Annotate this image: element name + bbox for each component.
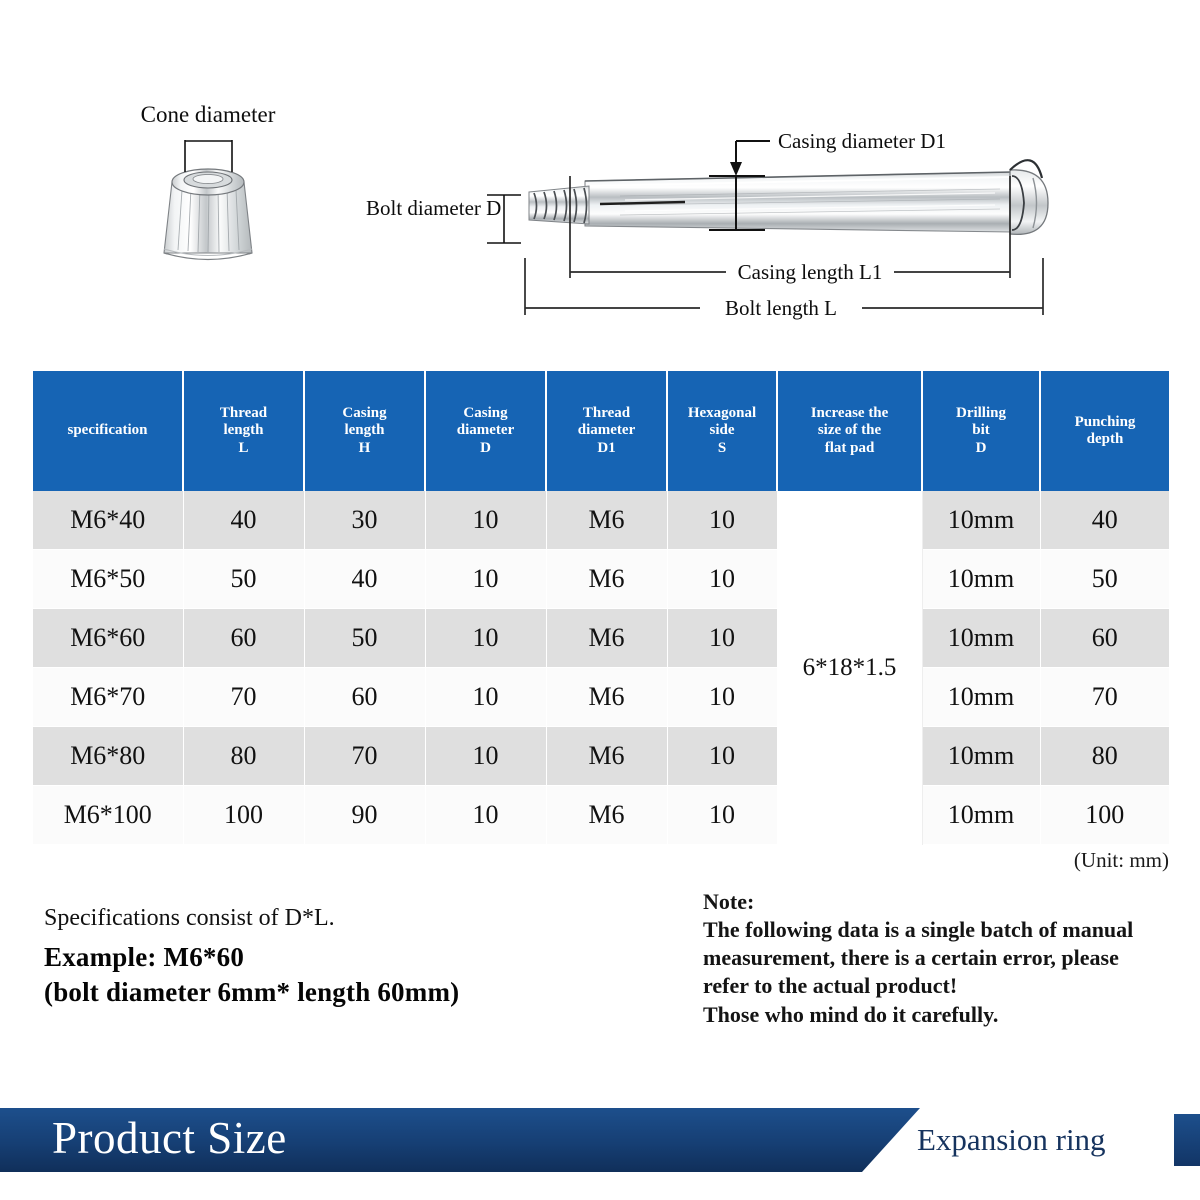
cell-thread-diameter: M6 [546,727,667,786]
cell-thread-length: 100 [183,786,304,845]
note-line-2: measurement, there is a certain error, please [703,945,1119,971]
bolt-diameter-label: Bolt diameter D [366,196,502,220]
banner-right-label: Expansion ring [917,1122,1106,1157]
table-row [33,727,1169,786]
cell-specification: M6*60 [33,609,183,668]
col-header-specification: specification [33,371,183,491]
bottom-banner [0,1108,1200,1172]
col-header-thread-diameter: Thread diameter D1 [546,371,667,491]
col-header-hexagonal-side: Hexagonal side S [667,371,777,491]
table-row [33,668,1169,727]
cell-hexagonal-side: 10 [667,668,777,727]
cell-hexagonal-side: 10 [667,727,777,786]
specifications-consist-text: Specifications consist of D*L. [44,905,335,931]
cell-hexagonal-side: 10 [667,609,777,668]
cell-hexagonal-side: 10 [667,550,777,609]
cell-drilling-bit: 10mm [922,786,1040,845]
note-line-3: refer to the actual product! [703,973,958,999]
cell-thread-length: 50 [183,550,304,609]
col-header-thread-length: Thread length L [183,371,304,491]
table-body [33,491,1169,845]
cell-casing-length: 30 [304,491,425,550]
casing-diameter-label: Casing diameter D1 [778,129,946,153]
cell-thread-diameter: M6 [546,491,667,550]
banner-title: Product Size [52,1113,287,1163]
cell-punching-depth: 70 [1040,668,1169,727]
cell-thread-length: 80 [183,727,304,786]
note-title: Note: [703,889,755,914]
cell-drilling-bit: 10mm [922,609,1040,668]
col-header-casing-diameter: Casing diameter D [425,371,546,491]
cell-casing-diameter: 10 [425,786,546,845]
cell-drilling-bit: 10mm [922,491,1040,550]
cell-specification: M6*70 [33,668,183,727]
cell-punching-depth: 60 [1040,609,1169,668]
note-line-1: The following data is a single batch of manual [703,917,1134,943]
table-row [33,786,1169,845]
cell-casing-length: 40 [304,550,425,609]
table-row [33,491,1169,550]
cone-nut-illustration [164,169,252,260]
cell-casing-diameter: 10 [425,727,546,786]
cell-casing-length: 50 [304,609,425,668]
cell-thread-diameter: M6 [546,668,667,727]
table-header-row [33,371,1169,491]
col-header-drilling-bit: Drilling bit D [922,371,1040,491]
bolt-length-label: Bolt length L [725,296,837,320]
note-line-4: Those who mind do it carefully. [703,1001,999,1027]
cell-thread-diameter: M6 [546,550,667,609]
example-block [44,940,459,1009]
cell-hexagonal-side: 10 [667,786,777,845]
cell-specification: M6*50 [33,550,183,609]
cell-thread-length: 40 [183,491,304,550]
note-block [703,888,1173,1029]
table-row [33,550,1169,609]
unit-note: (Unit: mm) [1073,848,1169,872]
cell-casing-length: 90 [304,786,425,845]
cell-casing-diameter: 10 [425,668,546,727]
cell-punching-depth: 80 [1040,727,1169,786]
cell-punching-depth: 50 [1040,550,1169,609]
cell-casing-diameter: 10 [425,609,546,668]
cell-drilling-bit: 10mm [922,550,1040,609]
cell-drilling-bit: 10mm [922,727,1040,786]
col-header-casing-length: Casing length H [304,371,425,491]
cell-punching-depth: 40 [1040,491,1169,550]
example-line-2: (bolt diameter 6mm* length 60mm) [44,976,460,1007]
example-line-1: Example: M6*60 [44,942,245,972]
spec-table-container [33,371,1169,845]
cell-drilling-bit: 10mm [922,668,1040,727]
product-diagram [0,0,1200,352]
cell-specification: M6*100 [33,786,183,845]
cell-thread-length: 60 [183,609,304,668]
cell-flat-pad-size: 6*18*1.5 [777,491,922,845]
cell-hexagonal-side: 10 [667,491,777,550]
cell-specification: M6*80 [33,727,183,786]
cell-thread-diameter: M6 [546,609,667,668]
casing-length-label: Casing length L1 [737,260,883,284]
cell-thread-diameter: M6 [546,786,667,845]
cone-diameter-dimension [185,140,232,172]
casing-diameter-arrow [730,162,742,176]
cell-casing-length: 70 [304,727,425,786]
col-header-flat-pad-size: Increase the size of the flat pad [777,371,922,491]
cell-thread-length: 70 [183,668,304,727]
table-row [33,609,1169,668]
cell-specification: M6*40 [33,491,183,550]
cell-casing-diameter: 10 [425,491,546,550]
col-header-punching-depth: Punching depth [1040,371,1169,491]
cell-casing-length: 60 [304,668,425,727]
cell-punching-depth: 100 [1040,786,1169,845]
spec-table [33,371,1169,845]
expansion-bolt-illustration [529,160,1048,234]
cone-diameter-label: Cone diameter [140,102,276,127]
cell-casing-diameter: 10 [425,550,546,609]
banner-end-accent [1174,1114,1200,1166]
